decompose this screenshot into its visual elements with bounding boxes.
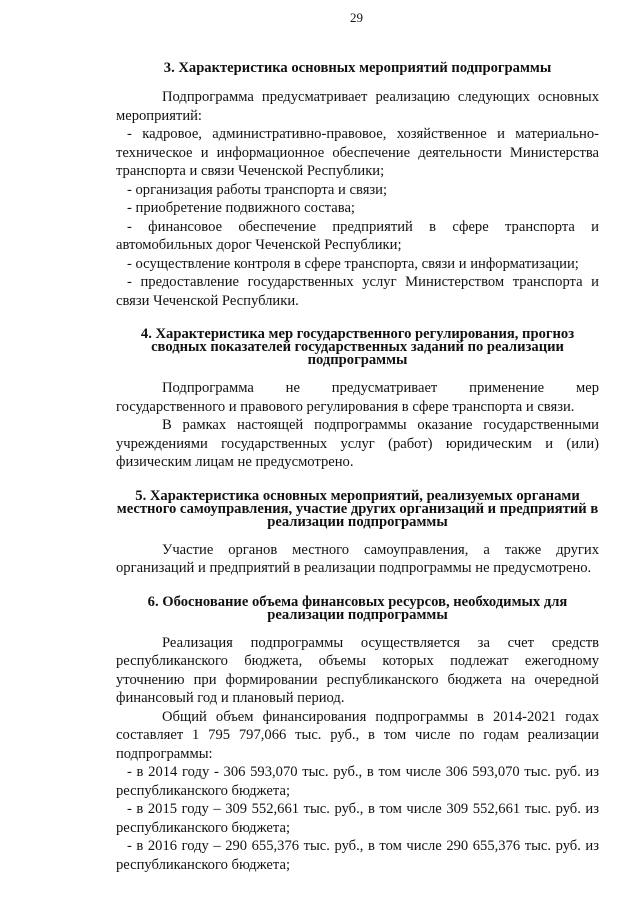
section-3 bbox=[116, 62, 599, 310]
section-4 bbox=[116, 328, 599, 472]
section-heading: 3. Характеристика основных мероприятий подпрограммы bbox=[163, 60, 552, 76]
list-item: - предоставление государственных услуг Министерством транспорта и связи Чеченской Республики. bbox=[116, 274, 599, 309]
paragraph: Участие органов местного самоуправления, а также других организаций и предприятий в реализации подпрограммы не предусмотрено. bbox=[116, 541, 599, 576]
list-item: - в 2015 году – 309 552,661 тыс. руб., в том числе 309 552,661 тыс. руб. из республиканского бюджета; bbox=[116, 801, 599, 836]
section-heading: 4. Характеристика мер государственного регулирования, прогноз сводных показателей государственных заданий по реализации подпрограммы bbox=[140, 326, 575, 368]
document-page bbox=[116, 10, 599, 874]
section-spacer bbox=[116, 472, 599, 490]
list-item: - приобретение подвижного состава; bbox=[127, 200, 355, 216]
list-item: - кадровое, административно-правовое, хозяйственное и материально-техническое и информационное обеспечение деятельности Министерства транспорта и связи Чеченской Республики; bbox=[116, 126, 599, 179]
list-item: - в 2016 году – 290 655,376 тыс. руб., в том числе 290 655,376 тыс. руб. из республиканского бюджета; bbox=[116, 838, 599, 873]
paragraph: Подпрограмма не предусматривает применение мер государственного и правового регулирования в сфере транспорта и связи. bbox=[116, 380, 599, 415]
paragraph: Общий объем финансирования подпрограммы в 2014-2021 годах составляет 1 795 797,066 тыс. руб., в том числе по годам реализации подпрограммы: bbox=[116, 708, 599, 762]
list-item: - осуществление контроля в сфере транспорта, связи и информатизации; bbox=[127, 255, 579, 272]
section-spacer bbox=[116, 578, 599, 596]
paragraph: Подпрограмма предусматривает реализацию следующих основных мероприятий: bbox=[116, 89, 599, 124]
list-item: - организация работы транспорта и связи; bbox=[127, 181, 388, 198]
section-5 bbox=[116, 487, 599, 578]
section-heading: 6. Обоснование объема финансовых ресурсов, необходимых для реализации подпрограммы bbox=[147, 593, 568, 623]
paragraph: Реализация подпрограммы осуществляется за счет средств республиканского бюджета, объемы которых подлежат ежегодному уточнению при формировании республиканского бюджета на очередной финансовый год и плановый период. bbox=[116, 634, 599, 706]
list-item: - в 2014 году - 306 593,070 тыс. руб., в том числе 306 593,070 тыс. руб. из республиканского бюджета; bbox=[116, 764, 599, 799]
list-item: - финансовое обеспечение предприятий в сфере транспорта и автомобильных дорог Чеченской Республики; bbox=[116, 218, 599, 253]
page-number: 29 bbox=[350, 10, 363, 25]
section-heading: 5. Характеристика основных мероприятий, реализуемых органами местного самоуправления, участие других организаций и предприятий в реализации подпрограммы bbox=[116, 487, 599, 530]
section-6 bbox=[116, 593, 599, 875]
paragraph: В рамках настоящей подпрограммы оказание государственными учреждениями государственных услуг (работ) юридическим и (или) физическим лицам не предусмотрено. bbox=[116, 417, 599, 470]
